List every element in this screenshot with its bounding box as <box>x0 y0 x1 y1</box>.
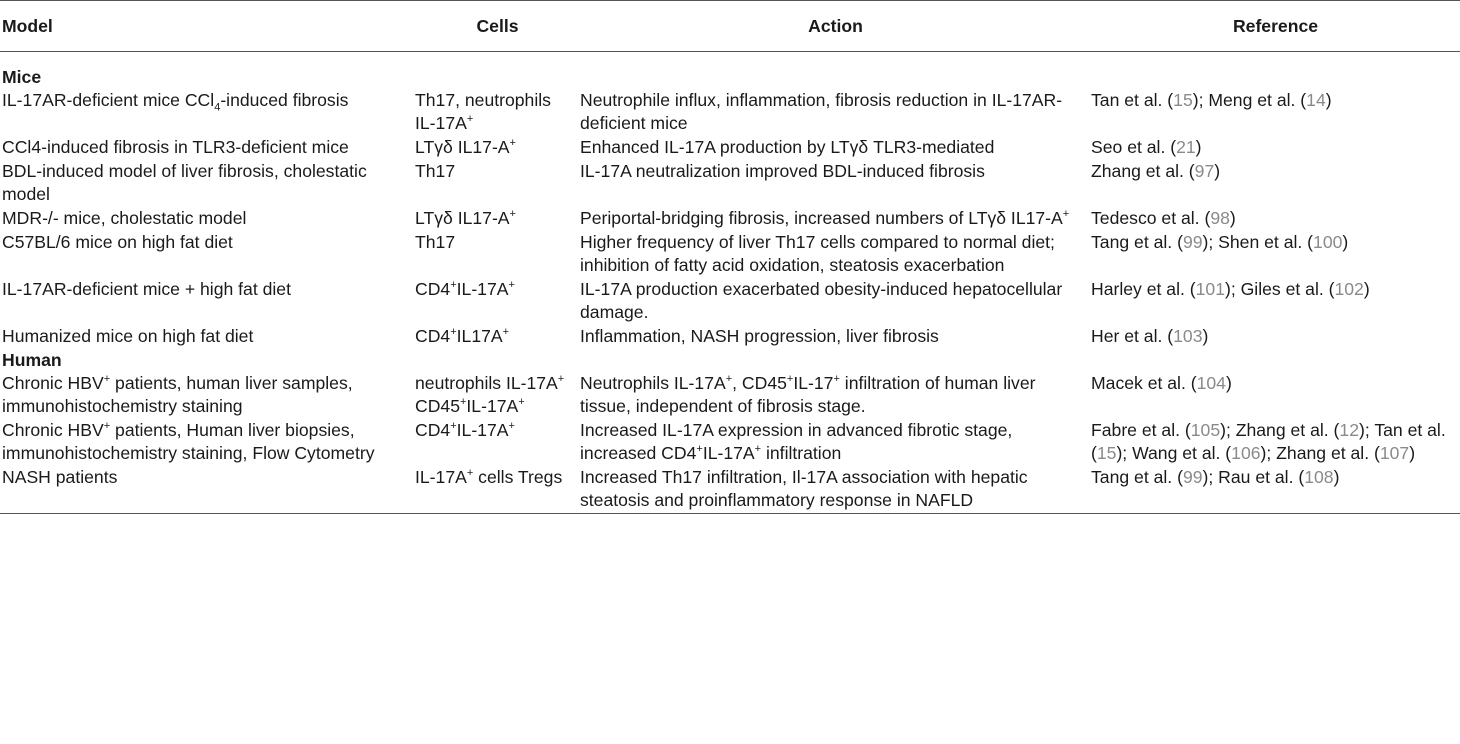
cell-cells <box>415 419 580 466</box>
superscript: + <box>754 443 762 456</box>
section-row-human <box>0 349 1460 372</box>
text-part: IL-17AR-deficient mice CCl <box>2 90 215 110</box>
text-part: Increased IL-17A expression in advanced fibrotic stage, increased CD4 <box>580 420 1013 463</box>
section-row-mice <box>0 52 1460 90</box>
cell-model: CCl4-induced fibrosis in TLR3-deficient mice <box>2 137 349 157</box>
text-part: ) <box>1225 373 1232 393</box>
table-body <box>0 52 1460 514</box>
superscript: + <box>1062 208 1070 221</box>
citation-link[interactable]: 106 <box>1231 443 1261 463</box>
text-part: ) <box>1409 443 1416 463</box>
cell-action <box>580 207 1091 231</box>
text-part: patients, Human liver biopsies, immunohistochemistry staining, Flow Cytometry <box>2 420 375 463</box>
cell-model: C57BL/6 mice on high fat diet <box>2 232 233 252</box>
cell-action: Inflammation, NASH progression, liver fibrosis <box>580 326 939 346</box>
text-part: ) <box>1229 208 1236 228</box>
text-part: IL-17A <box>415 467 467 487</box>
text-part: Macek et al. ( <box>1091 373 1197 393</box>
text-part: ) <box>1333 467 1340 487</box>
citation-link[interactable]: 98 <box>1210 208 1230 228</box>
text-part: Fabre et al. ( <box>1091 420 1191 440</box>
text-part: IL-17A <box>456 279 509 299</box>
table-row <box>0 89 1460 136</box>
cell-reference <box>1091 136 1460 160</box>
text-part: CD45 <box>415 396 460 416</box>
table-row <box>0 419 1460 466</box>
citation-link[interactable]: 103 <box>1173 326 1203 346</box>
cell-cells <box>415 325 580 349</box>
text-part: Tedesco et al. ( <box>1091 208 1211 228</box>
cell-model: MDR-/- mice, cholestatic model <box>2 208 247 228</box>
text-part: -induced fibrosis <box>220 90 349 110</box>
text-part: ) <box>1325 90 1332 110</box>
text-part: neutrophils IL-17A <box>415 373 558 393</box>
cell-cells <box>415 89 580 136</box>
table-row <box>0 466 1460 514</box>
cell-model: Humanized mice on high fat diet <box>2 326 254 346</box>
superscript: + <box>502 326 510 339</box>
text-part: ); Shen et al. ( <box>1202 232 1314 252</box>
text-part: Chronic HBV <box>2 373 104 393</box>
citation-link[interactable]: 15 <box>1173 90 1193 110</box>
header-row <box>0 1 1460 52</box>
superscript: + <box>509 137 516 150</box>
header-cells: Cells <box>415 1 580 52</box>
text-part: Her et al. ( <box>1091 326 1174 346</box>
text-part: ) <box>1202 326 1209 346</box>
text-part: infiltration <box>761 443 842 463</box>
cell-cells <box>415 372 580 419</box>
text-part: IL-17 <box>793 373 834 393</box>
text-part: Tan et al. ( <box>1091 90 1174 110</box>
citation-link[interactable]: 100 <box>1313 232 1343 252</box>
section-label-mice: Mice <box>2 67 42 87</box>
text-part: Neutrophils IL-17A <box>580 373 726 393</box>
citation-link[interactable]: 107 <box>1379 443 1410 463</box>
text-part: ) <box>1363 279 1370 299</box>
citation-link[interactable]: 105 <box>1190 420 1221 440</box>
superscript: + <box>508 420 515 433</box>
text-part: ); Zhang et al. ( <box>1260 443 1380 463</box>
citation-link[interactable]: 14 <box>1306 90 1326 110</box>
citation-link[interactable]: 12 <box>1339 420 1359 440</box>
text-part: ) <box>1214 161 1221 181</box>
text-part: Zhang et al. ( <box>1091 161 1195 181</box>
text-part: CD4 <box>415 420 451 440</box>
citation-link[interactable]: 99 <box>1182 467 1203 487</box>
cell-action: Increased Th17 infiltration, Il-17A association with hepatic steatosis and proinflammatory response in NAFLD <box>580 466 1091 514</box>
table-row <box>0 160 1460 207</box>
cell-model <box>0 372 415 419</box>
cell-reference <box>1091 160 1460 207</box>
cell-model: NASH patients <box>0 466 415 514</box>
text-part: IL-17A <box>702 443 755 463</box>
text-part: ); Meng et al. ( <box>1192 90 1307 110</box>
superscript: + <box>725 373 733 386</box>
text-part: CD4 <box>415 279 451 299</box>
text-part: ) <box>1342 232 1349 252</box>
citation-link[interactable]: 108 <box>1304 467 1334 487</box>
cell-action: Higher frequency of liver Th17 cells compared to normal diet; inhibition of fatty acid oxidation, steatosis exacerbation <box>580 232 1055 275</box>
text-part: patients, human liver samples, immunohistochemistry staining <box>2 373 353 416</box>
cell-cells <box>415 466 580 514</box>
text-part: Tang et al. ( <box>1091 467 1183 487</box>
text-part: Harley et al. ( <box>1091 279 1196 299</box>
text-part: ); Zhang et al. ( <box>1220 420 1340 440</box>
header-reference: Reference <box>1091 1 1460 52</box>
cell-reference <box>1091 419 1460 466</box>
text-part: Tang et al. ( <box>1091 232 1183 252</box>
citation-link[interactable]: 21 <box>1176 137 1196 157</box>
citation-link[interactable]: 101 <box>1195 279 1225 299</box>
section-label-human: Human <box>2 350 62 370</box>
superscript: + <box>696 443 703 456</box>
cell-reference <box>1091 231 1460 278</box>
text-part: ) <box>1195 137 1202 157</box>
cell-reference <box>1091 89 1460 136</box>
text-part: infiltration of human liver tissue, independent of fibrosis stage. <box>580 373 1036 416</box>
text-part: CD4 <box>415 326 451 346</box>
superscript: + <box>103 420 111 433</box>
cell-model: IL-17AR-deficient mice + high fat diet <box>2 279 291 299</box>
header-model: Model <box>0 1 415 52</box>
text-part: LTγδ IL17-A <box>415 137 510 157</box>
superscript: + <box>450 420 457 433</box>
table-row <box>0 325 1460 349</box>
cell-model <box>0 89 415 136</box>
cell-model: BDL-induced model of liver fibrosis, cholestatic model <box>2 161 367 204</box>
text-part: Th17, neutrophils IL-17A <box>415 90 551 133</box>
cell-cells <box>415 207 580 231</box>
cell-reference <box>1091 372 1460 419</box>
cell-cells <box>415 278 580 325</box>
superscript: + <box>786 373 794 386</box>
citation-link[interactable]: 99 <box>1182 232 1203 252</box>
superscript: + <box>466 113 474 126</box>
text-part: LTγδ IL17-A <box>415 208 510 228</box>
cell-cells: Th17 <box>415 161 456 181</box>
table-row <box>0 372 1460 419</box>
superscript: + <box>466 467 474 480</box>
citation-link[interactable]: 104 <box>1196 373 1226 393</box>
cell-action: IL-17A production exacerbated obesity-induced hepatocellular damage. <box>580 279 1063 322</box>
table-row <box>0 207 1460 231</box>
text-part: , CD45 <box>732 373 787 393</box>
superscript: + <box>450 326 457 339</box>
cell-action: Enhanced IL-17A production by LTγδ TLR3-mediated <box>580 137 995 157</box>
table-row <box>0 278 1460 325</box>
text-part: Seo et al. ( <box>1091 137 1177 157</box>
text-part: IL17A <box>456 326 503 346</box>
text-part: ); Tan et al. ( <box>1091 420 1446 463</box>
cell-model <box>0 419 415 466</box>
superscript: + <box>557 373 565 386</box>
text-part: IL-17A <box>466 396 519 416</box>
citation-link[interactable]: 97 <box>1194 161 1215 181</box>
table-header <box>0 1 1460 52</box>
text-part: Periportal-bridging fibrosis, increased numbers of LTγδ IL17-A <box>580 208 1063 228</box>
text-part: IL-17A <box>456 420 509 440</box>
cell-reference <box>1091 207 1460 231</box>
header-action: Action <box>580 1 1091 52</box>
subscript: 4 <box>214 101 221 114</box>
cell-action: Neutrophile influx, inflammation, fibrosis reduction in IL-17AR-deficient mice <box>580 90 1063 133</box>
text-part: ); Rau et al. ( <box>1202 467 1305 487</box>
cell-action <box>580 419 1091 466</box>
superscript: + <box>450 279 457 292</box>
cell-cells <box>415 136 580 160</box>
superscript: + <box>459 396 467 409</box>
cell-action <box>580 372 1091 419</box>
cell-cells: Th17 <box>415 232 456 252</box>
superscript: + <box>833 373 840 386</box>
citation-link[interactable]: 15 <box>1096 443 1117 463</box>
cell-reference <box>1091 278 1460 325</box>
text-part: ); Giles et al. ( <box>1224 279 1335 299</box>
superscript: + <box>518 396 525 409</box>
text-part: Chronic HBV <box>2 420 104 440</box>
cell-reference <box>1091 325 1460 349</box>
cell-reference <box>1091 466 1460 514</box>
superscript: + <box>509 208 516 221</box>
text-part: ); Wang et al. ( <box>1116 443 1232 463</box>
superscript: + <box>103 373 111 386</box>
superscript: + <box>508 279 515 292</box>
table-row <box>0 231 1460 278</box>
text-part: cells Tregs <box>473 467 563 487</box>
citation-link[interactable]: 102 <box>1334 279 1364 299</box>
cell-action: IL-17A neutralization improved BDL-induced fibrosis <box>580 161 985 181</box>
table-row <box>0 136 1460 160</box>
